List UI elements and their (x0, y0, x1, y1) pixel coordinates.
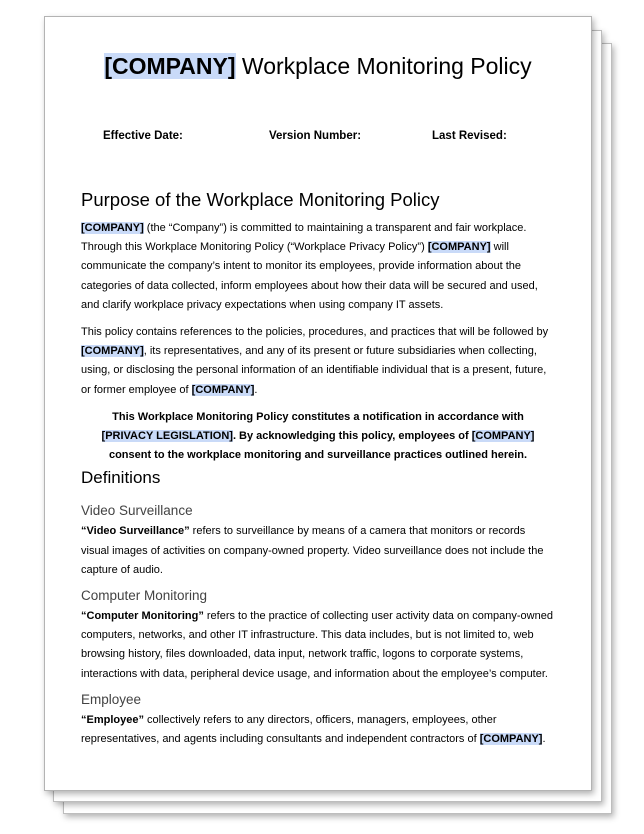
document-title: [COMPANY] Workplace Monitoring Policy (104, 53, 532, 79)
definitions-heading: Definitions (81, 468, 161, 488)
purpose-paragraph-2: This policy contains references to the policies, procedures, and practices that will be followed by [COMPANY], its representatives, and any of its present or future subsidiaries when collecting, using, or disclosing the personal information of an identifiable individual that is a present, future, or former employee of [COMPANY]. (81, 326, 549, 396)
purpose-heading: Purpose of the Workplace Monitoring Policy (81, 189, 440, 210)
definition-term-video-surveillance: Video Surveillance (81, 503, 193, 519)
consent-notice-paragraph: This Workplace Monitoring Policy constitutes a notification in accordance with [PRIVACY LEGISLATION]. By acknowledging this policy, employees of [COMPANY] consent to the workplace monitoring and surveillance practices outlined herein. (101, 410, 535, 462)
version-number-label: Version Number: (269, 130, 362, 142)
meta-row (81, 129, 555, 144)
last-revised-label: Last Revised: (432, 130, 507, 142)
definition-body-employee: “Employee” collectively refers to any directors, officers, managers, employees, other representatives, and agents including consultants and independent contractors of [COMPANY]. (81, 713, 546, 746)
definition-body-video-surveillance: “Video Surveillance” refers to surveillance by means of a camera that monitors or records visual images of activities on company-owned property. Video surveillance does not include the capture of audio. (81, 525, 544, 576)
definition-term-employee: Employee (81, 691, 142, 707)
definition-body-computer-monitoring: “Computer Monitoring” refers to the practice of collecting user activity data on company-owned computers, networks, and other IT infrastructure. This data includes, but is not limited to, web browsing history, files downloaded, data input, network traffic, logons to corporate systems, interactions with data, peripheral device usage, and information about the employee’s computer. (81, 610, 553, 680)
effective-date-label: Effective Date: (103, 130, 183, 142)
policy-page (44, 16, 592, 791)
definition-term-computer-monitoring: Computer Monitoring (81, 588, 208, 604)
purpose-paragraph-1: [COMPANY] (the “Company”) is committed to maintaining a transparent and fair workplace. Through this Workplace Monitoring Policy (“Workplace Privacy Policy”) [COMPANY] will communicate the company’s intent to monitor its employees, provide information about the categories of data collected, inform employees about how their data will be secured and used, and clarify workplace privacy expectations when using company IT assets. (81, 222, 538, 311)
